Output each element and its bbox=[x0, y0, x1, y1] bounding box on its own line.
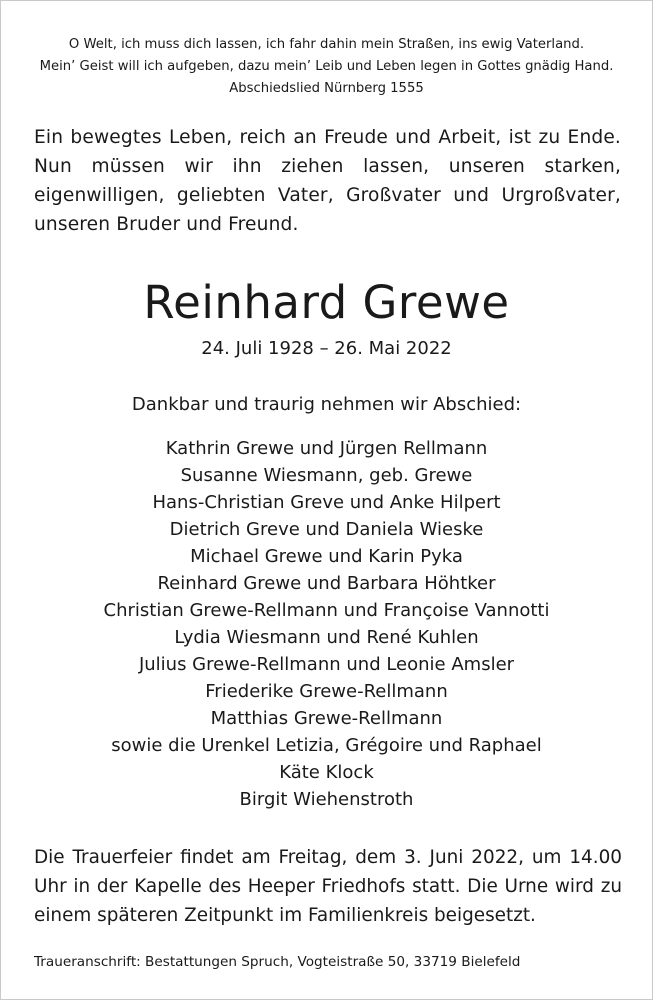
mourner-name: Hans-Christian Greve und Anke Hilpert bbox=[152, 492, 501, 513]
mourner-name: Dietrich Greve und Daniela Wieske bbox=[169, 519, 484, 540]
poem-line-1: O Welt, ich muss dich lassen, ich fahr dahin mein Straßen, ins ewig Vaterland. bbox=[68, 37, 585, 52]
mourner-name: Christian Grewe-Rellmann und Françoise Vannotti bbox=[103, 600, 550, 621]
mourner-name: Kathrin Grewe und Jürgen Rellmann bbox=[165, 438, 488, 459]
mourner-name: Birgit Wiehenstroth bbox=[239, 789, 414, 810]
deceased-name: Reinhard Grewe bbox=[143, 276, 510, 329]
ceremony-info: Die Trauerfeier findet am Freitag, dem 3. Juni 2022, um 14.00 Uhr in der Kapelle des Heeper Friedhofs statt. Die Urne wird zu einem späteren Zeitpunkt im Familienkreis beigesetzt. bbox=[34, 847, 622, 926]
mourner-name: Susanne Wiesmann, geb. Grewe bbox=[180, 465, 473, 486]
mourner-name: Lydia Wiesmann und René Kuhlen bbox=[174, 627, 479, 648]
life-dates: 24. Juli 1928 – 26. Mai 2022 bbox=[201, 338, 452, 359]
mourner-name: Michael Grewe und Karin Pyka bbox=[190, 546, 463, 567]
mourner-name: Käte Klock bbox=[279, 762, 374, 783]
farewell-line: Dankbar und traurig nehmen wir Abschied: bbox=[131, 394, 522, 415]
intro-text: Ein bewegtes Leben, reich an Freude und Arbeit, ist zu Ende. Nun müssen wir ihn ziehen lassen, unseren starken, eigenwilligen, geliebten Vater, Großvater und Urgroßvater, unseren Bruder und Freund. bbox=[34, 127, 621, 235]
poem-line-2: Mein’ Geist will ich aufgeben, dazu mein’ Leib und Leben legen in Gottes gnädig Hand. bbox=[39, 59, 614, 74]
mourner-name: Friederike Grewe-Rellmann bbox=[205, 681, 448, 702]
mourner-name: Julius Grewe-Rellmann und Leonie Amsler bbox=[138, 654, 515, 675]
mourner-name: sowie die Urenkel Letizia, Grégoire und Raphael bbox=[111, 735, 542, 756]
mourner-name: Matthias Grewe-Rellmann bbox=[210, 708, 443, 729]
poem-quote bbox=[21, 34, 632, 100]
mourner-name: Reinhard Grewe und Barbara Höhtker bbox=[157, 573, 496, 594]
mourners-list bbox=[1, 435, 652, 813]
poem-source: Abschiedslied Nürnberg 1555 bbox=[229, 81, 424, 96]
mourning-address: Traueranschrift: Bestattungen Spruch, Vogteistraße 50, 33719 Bielefeld bbox=[34, 954, 521, 970]
